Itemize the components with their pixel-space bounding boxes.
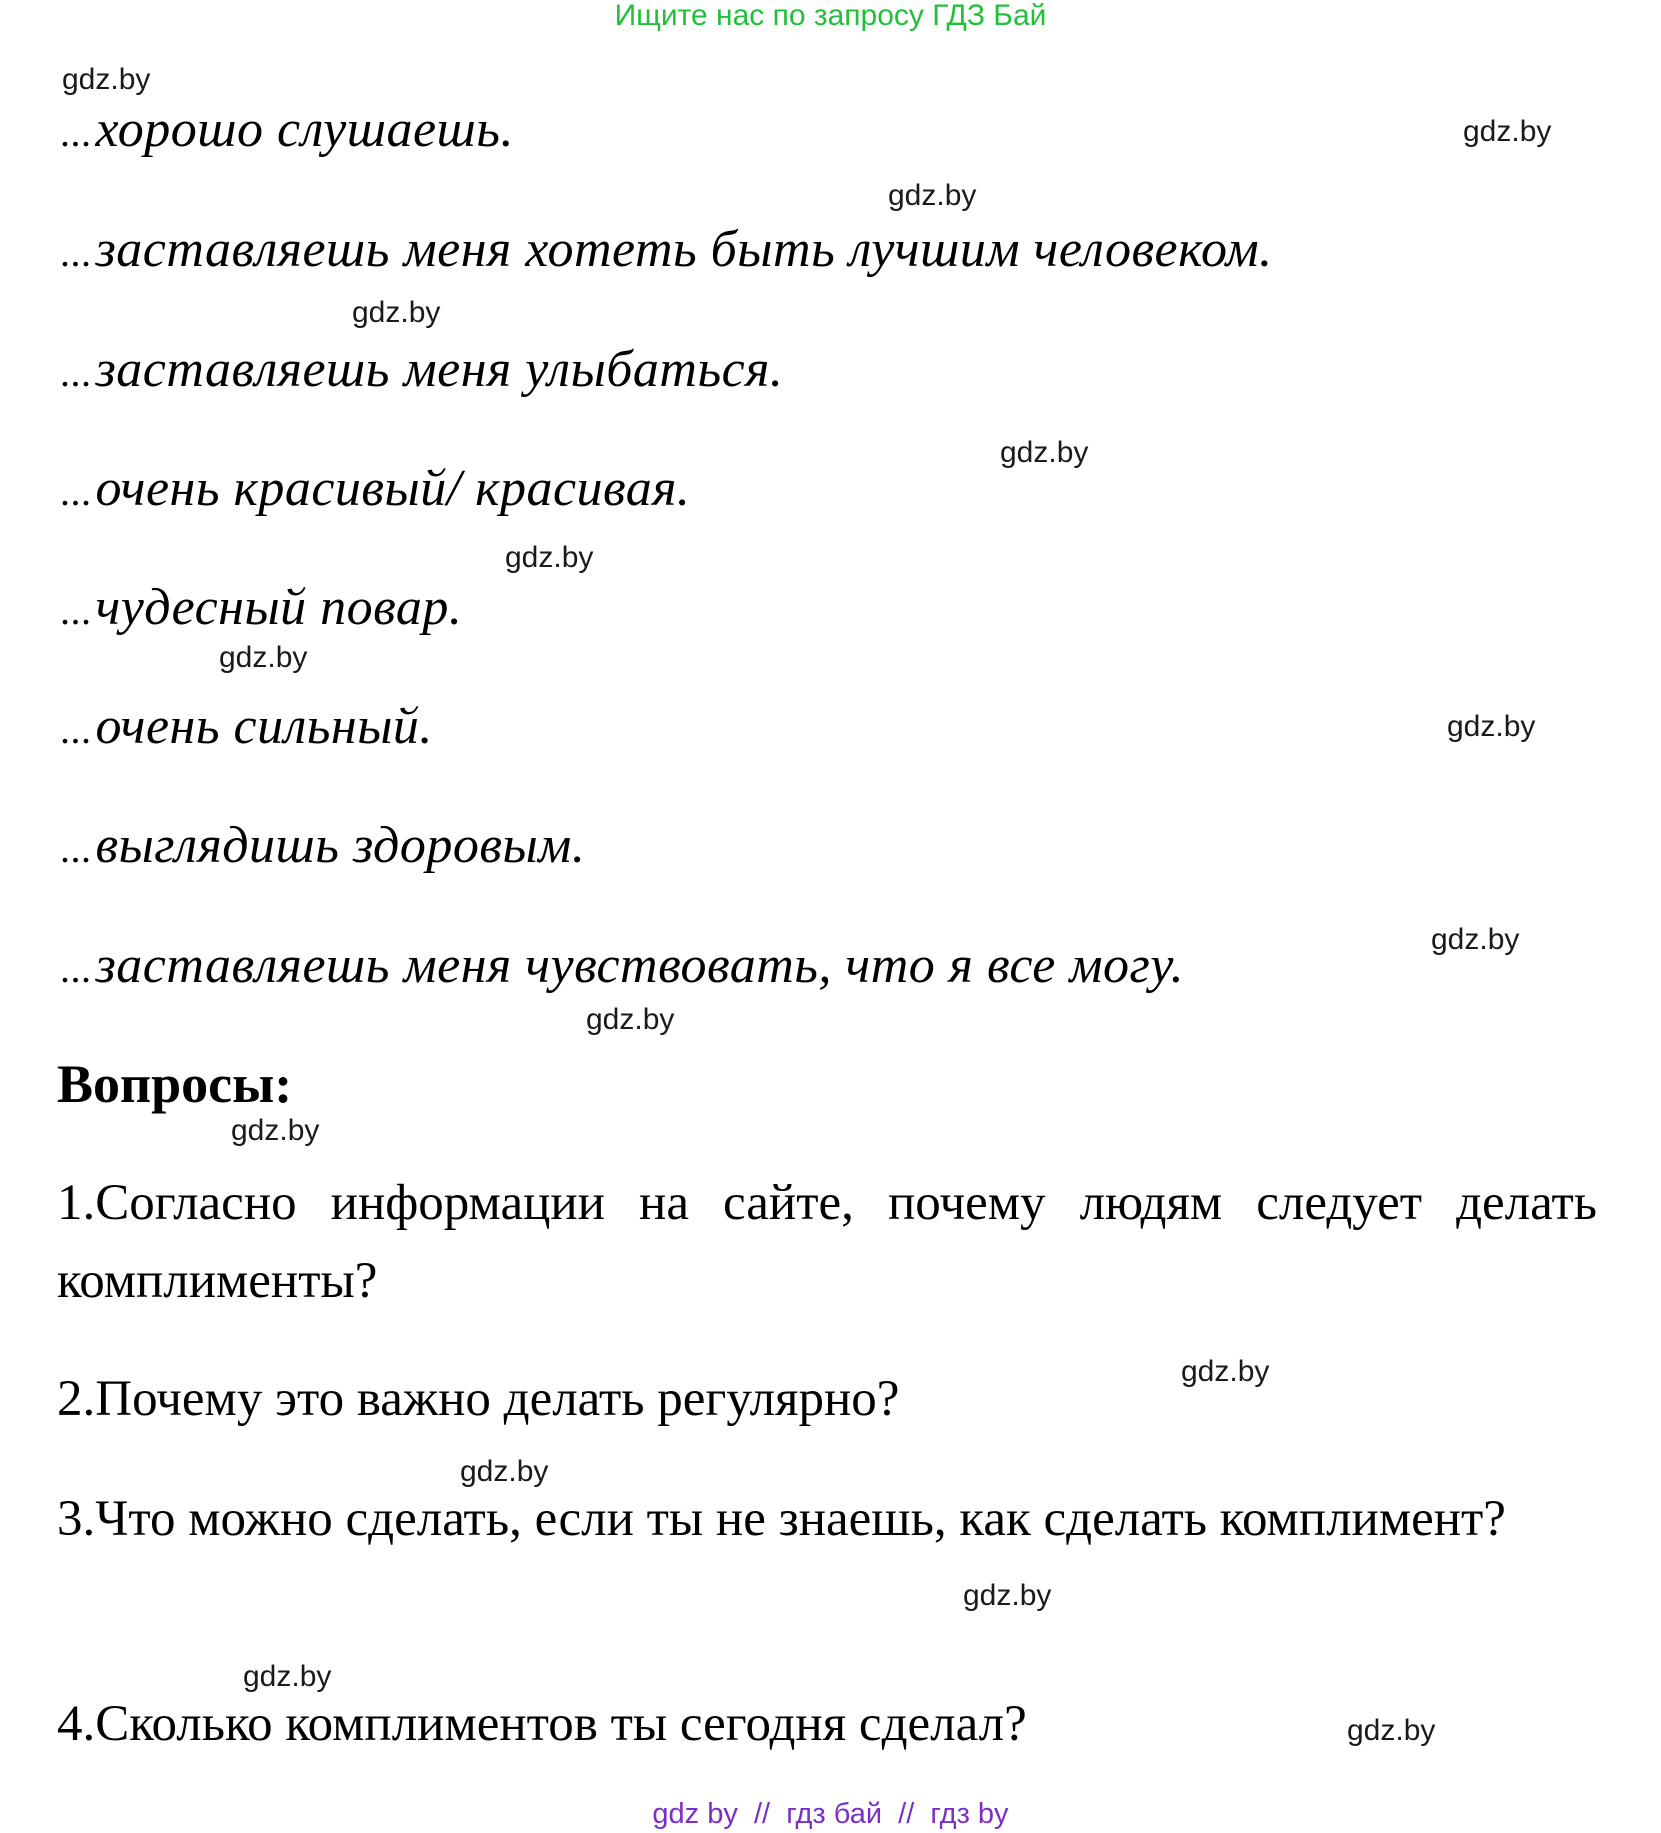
ellipsis: ... (60, 946, 92, 991)
watermark: gdz.by (888, 179, 977, 212)
compliment-text: очень красивый/ красивая. (95, 460, 691, 517)
ellipsis: ... (60, 110, 92, 155)
questions-heading: Вопросы: (57, 1054, 293, 1114)
ellipsis: ... (60, 230, 92, 275)
watermark: gdz.by (586, 1003, 675, 1036)
compliment-line (60, 578, 462, 641)
compliment-line (60, 220, 1273, 283)
watermark: gdz.by (1431, 923, 1520, 956)
ellipsis: ... (60, 826, 92, 871)
watermark: gdz.by (243, 1660, 332, 1693)
watermark: gdz.by (505, 541, 594, 574)
top-banner: Ищите нас по запросу ГДЗ Бай (614, 0, 1047, 32)
watermark: gdz.by (1000, 436, 1089, 469)
compliment-line (60, 697, 433, 760)
ellipsis: ... (60, 350, 92, 395)
compliment-line (60, 100, 514, 163)
question-3: 3.Что можно сделать, если ты не знаешь, как сделать комплимент? (57, 1491, 1506, 1547)
watermark: gdz.by (1463, 115, 1552, 148)
watermark: gdz.by (1347, 1714, 1436, 1747)
watermark: gdz.by (62, 63, 151, 96)
watermark: gdz.by (219, 641, 308, 674)
watermark: gdz.by (963, 1579, 1052, 1612)
watermark: gdz.by (231, 1114, 320, 1147)
compliment-line (60, 340, 783, 403)
question-4: 4.Сколько комплиментов ты сегодня сделал? (57, 1696, 1027, 1752)
compliment-text: заставляешь меня улыбаться. (95, 341, 784, 398)
compliment-text: выглядишь здоровым. (95, 817, 586, 874)
compliment-line (60, 459, 690, 522)
question-2: 2.Почему это важно делать регулярно? (57, 1371, 900, 1427)
ellipsis: ... (60, 588, 92, 633)
ellipsis: ... (60, 707, 92, 752)
watermark: gdz.by (460, 1455, 549, 1488)
watermark: gdz.by (1447, 710, 1536, 743)
compliment-line (60, 936, 1184, 999)
compliment-text: заставляешь меня чувствовать, что я все могу. (95, 937, 1185, 994)
compliment-text: очень сильный. (95, 698, 433, 755)
watermark: gdz.by (352, 296, 441, 329)
ellipsis: ... (60, 469, 92, 514)
question-1: 1.Согласно информации на сайте, почему людям следует делать комплименты? (57, 1175, 1597, 1309)
watermark: gdz.by (1181, 1355, 1270, 1388)
compliment-text: чудесный повар. (95, 579, 463, 636)
compliment-text: хорошо слушаешь. (95, 101, 514, 158)
footer-links: gdz by // гдз бай // гдз by (652, 1798, 1009, 1830)
compliment-line (60, 816, 585, 879)
compliment-text: заставляешь меня хотеть быть лучшим человеком. (95, 221, 1273, 278)
